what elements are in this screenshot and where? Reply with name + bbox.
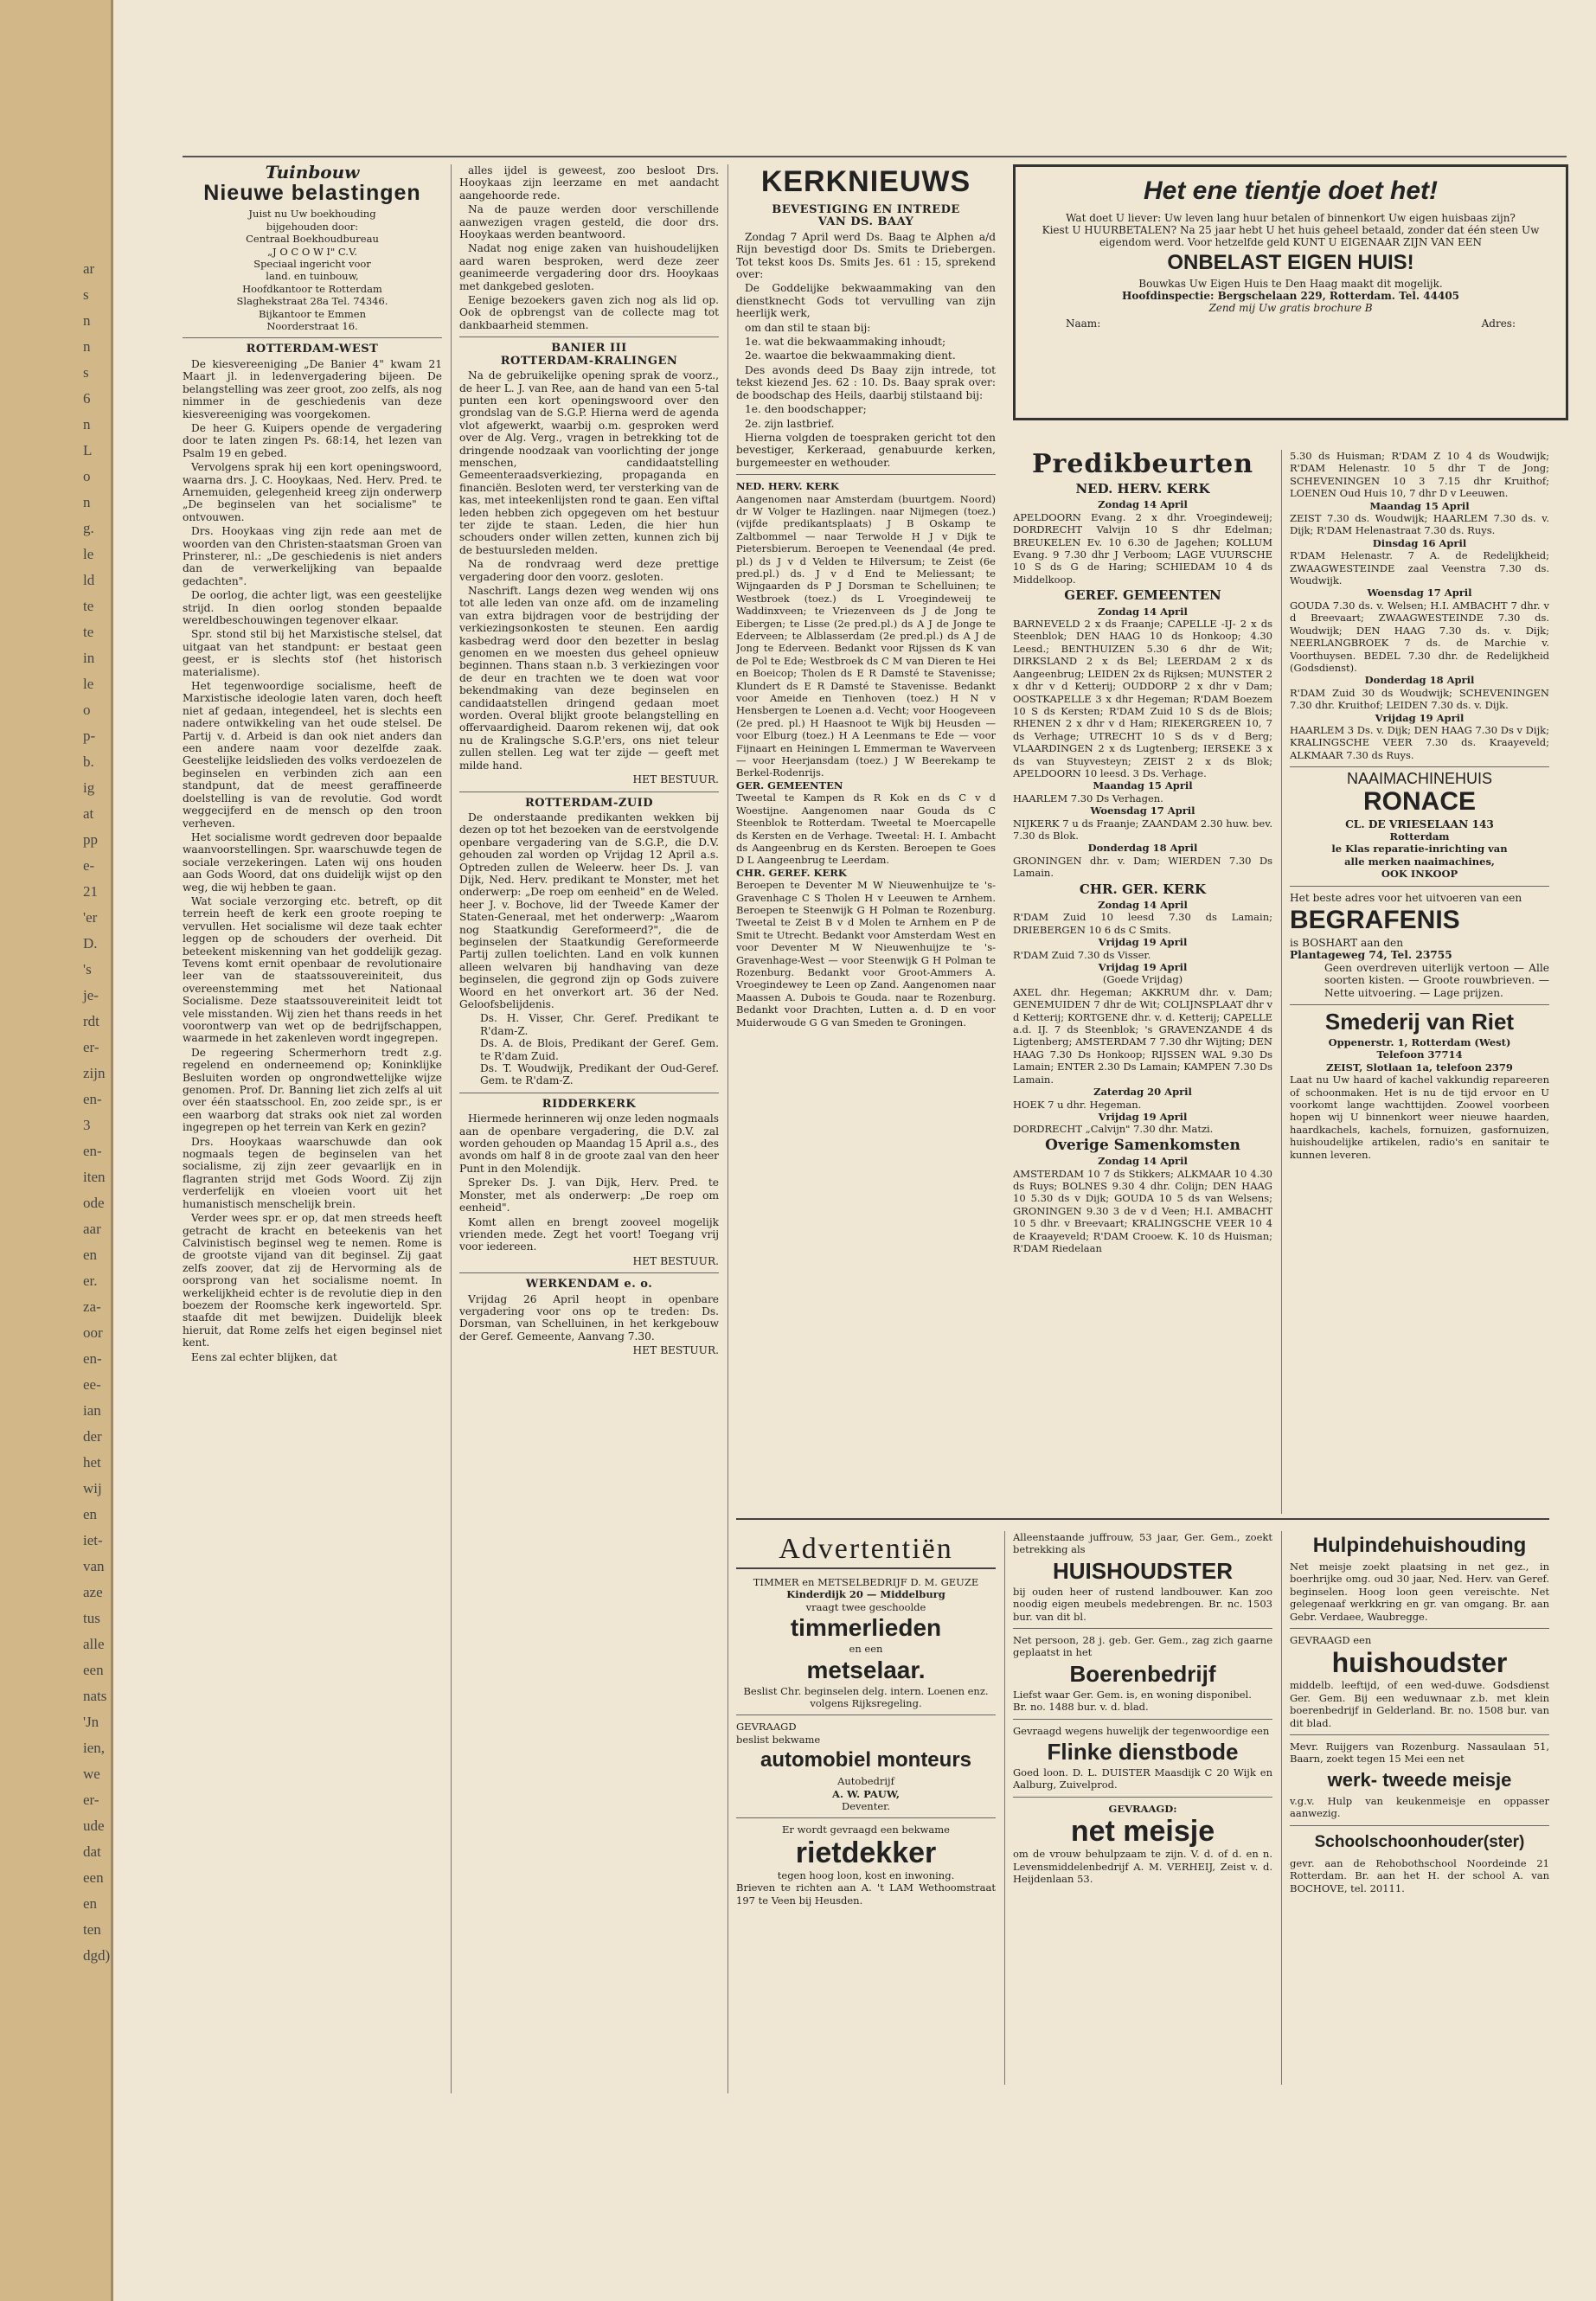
margin-fragment: ten xyxy=(83,1921,101,1938)
margin-fragment: 's xyxy=(83,961,92,977)
divider xyxy=(1013,1719,1272,1720)
ad-line: middelb. leeftijd, of een wed-duwe. Godsdienst Ger. Gem. Bij een weduwnaar z.b. met klein boerenbedrijf in Gelderland. Br. no. 1508 bur. van dit blad. xyxy=(1290,1679,1549,1729)
paragraph: Slaghekstraat 28a Tel. 74346. xyxy=(236,295,388,308)
signature: HET BESTUUR. xyxy=(632,773,719,786)
ad-line: Net persoon, 28 j. geb. Ger. Gem., zag zich gaarne geplaatst in het xyxy=(1013,1634,1272,1659)
ad-line: Wat doet U liever: Uw leven lang huur betalen of binnenkort Uw eigen huisbaas zijn? xyxy=(1066,212,1516,224)
paragraph: Drs. Hooykaas waarschuwde dan ook nogmaals tegen de beginselen van het socialisme, zij zijn zeer gevaarlijk en in flagranten strijd met Gods Woord. Zij zijn verderfelijk en vloeien voort uit het humanistisch menschelijk brein. xyxy=(183,1135,442,1210)
divider xyxy=(1013,1628,1272,1629)
service-list: AXEL dhr. Hegeman; AKKRUM dhr. v. Dam; GENEMUIDEN 7 dhr de Wit; COLIJNSPLAAT dhr v d Ketterij; KORTGENE dhr. v. d. Ketterij; CAPELLE a.d. IJ. 7 ds Steenblok; 's GRAVENZANDE 4 ds Ligtenberg; AMSTERDAM 7 7.30 dhr Wijting; DEN HAAG 7.30 Ds Honkoop; RIJSSEN WAL 9.30 Ds Lamain; ENTER 2.30 Ds Lamain; KAMPEN 7.30 Ds Lamain. xyxy=(1013,985,1272,1086)
article-body xyxy=(459,164,719,331)
adjacent-page-strip xyxy=(0,0,113,2301)
ad-intro: Het beste adres voor het uitvoeren van een xyxy=(1290,891,1522,904)
paragraph: 1e. den boodschapper; xyxy=(745,403,867,416)
ads-column-1 xyxy=(736,1531,996,2085)
signature: HET BESTUUR. xyxy=(632,1344,719,1357)
margin-fragment: tus xyxy=(83,1610,100,1626)
margin-fragment: in xyxy=(83,650,95,666)
margin-fragment: n xyxy=(83,494,91,510)
ad-name: RONACE xyxy=(1362,786,1476,816)
ad-line: Mevr. Ruijgers van Rozenburg. Nassaulaan 51, Baarn, zoekt tegen 15 Mei een net xyxy=(1290,1740,1549,1766)
ad-line: tegen hoog loon, kost en inwoning. xyxy=(777,1868,955,1881)
paragraph: Noorderstraat 16. xyxy=(266,320,358,333)
service-list: 5.30 ds Huisman; R'DAM Z 10 4 ds Woudwijk; R'DAM Helenastr. 10 5 dhr T de Jong; SCHEVENINGEN 10 3 7.15 dhr Kruithof; LOENEN Oud Huis 10, 7 dhr D v Leeuwen. xyxy=(1290,450,1549,500)
paragraph: om dan stil te staan bij: xyxy=(745,321,871,334)
margin-fragment: 6 xyxy=(83,390,91,407)
ad-line: GEVRAAGD een xyxy=(1290,1634,1372,1647)
margin-fragment: n xyxy=(83,312,91,329)
section-heading: ROTTERDAM-ZUID xyxy=(524,796,654,810)
service-list: BARNEVELD 2 x ds Fraanje; CAPELLE -IJ- 2 x ds Steenblok; DEN HAAG 10 ds Honkoop; 4.30 Leesd.; BENTHUIZEN 5.30 6 dhr de Wit; DIRKSLAND 2 x ds Bel; LEERDAM 2 x ds Aangeenbrug; LEIDEN 2x ds Rijksen; MUNSTER 2 x dhr v d Ketterij; OUDDORP 2 x dhr v Dam; OOSTKAPELLE 3 x dhr Hegeman; R'DAM Boezem 10 S ds Kersten; R'DAM Zuid 10 S ds de Blois; RHENEN 2 x dhr v d Ham; RIEKERGREEN 10, 7 ds Verhage; UTRECHT 10 S ds v d Berg; VLAARDINGEN 2 x ds Lugtenberg; IERSEKE 3 x ds van Stuyvesteyn; ZEIST 2 x ds Blok; APELDOORN 10 leesd. 3 Ds. Verhage. xyxy=(1013,618,1272,779)
margin-fragment: n xyxy=(83,416,91,433)
paragraph: Vrijdag 26 April heopt in openbare vergadering voor ons op te treden: Ds. Dorsman, van Schelluinen, in het kerkgebouw der Geref. Gemeente, Aanvang 7.30. xyxy=(459,1292,719,1343)
paragraph: Naschrift. Langs dezen weg wenden wij ons tot alle leden van onze afd. om de inzameling van extra bijdragen voor de bestrijding der verkiezingsonkosten te steunen. Een aardig kasbedrag werd door den bezetter in beslag genomen en we moesten dus geheel opnieuw beginnen. Thans staan n.b. 3 verkiezingen voor de deur en trachten we te doen wat voor bekendmaking van deze beginselen en candidaatstellen dringend gedaan moet worden. Overal blijkt groote belangstelling en offervaardigheid. Daarom rekenen wij, dat ook nu de Kralingsche S.G.P.'ers, ons niet teleur zullen stellen. Leg wat ter zijde — geeft met milde hand. xyxy=(459,585,719,772)
divider xyxy=(1290,886,1549,887)
ad-line: Autobedrijf xyxy=(837,1775,894,1788)
ad-line: le Klas reparatie-inrichting van xyxy=(1331,843,1508,856)
paragraph: Nadat nog enige zaken van huishoudelijken aard waren besproken, werd deze zeer geanimeerde vergadering door drs. Hooykaas met dankgebed gesloten. xyxy=(459,242,719,292)
church-list: Tweetal te Kampen ds R Kok en ds C v d Woestijne. Aangenomen naar Gouda ds C Steenblok te Rotterdam. Tweetal te Moercapelle ds Kersten en de Verhage. Tweetal: H. I. Ambacht ds Aangeenbrug en ds Kersten. Beroepen te Goes D L Aangeenbrug te Leerdam. xyxy=(736,792,996,867)
margin-fragment: en- xyxy=(83,1143,102,1159)
ad-line: Er wordt gevraagd een bekwame xyxy=(782,1823,950,1836)
ad-line: om de vrouw behulpzaam te zijn. V. d. of d. en n. Levensmiddelenbedrijf A. M. VERHEIJ, Zeist v. d. Heijdenlaan 53. xyxy=(1013,1848,1272,1886)
margin-fragment: D. xyxy=(83,935,98,952)
column-kerknieuws xyxy=(736,164,996,1566)
service-list: AMSTERDAM 10 7 ds Stikkers; ALKMAAR 10 4.30 ds Ruys; BOLNES 9.30 4 dhr. Colijn; DEN HAAG 10 5.30 ds v Dijk; GOUDA 10 5 ds van Welsens; GRONINGEN 9.30 3 de v d Veen; H.I. AMBACHT 10 5 dhr. v Breevaart; KRALINGSCHE VEER 10 4 de Kraayeveld; R'DAM Crooew. K. 10 ds Huisman; R'DAM Riedelaan xyxy=(1013,1167,1272,1254)
margin-fragment: le xyxy=(83,546,94,562)
ad-line: Liefst waar Ger. Gem. is, en woning disponibel. xyxy=(1013,1688,1252,1701)
date-heading: Maandag 15 April xyxy=(1093,779,1193,792)
kerknieuws-title: KERKNIEUWS xyxy=(760,165,971,198)
margin-fragment: wij xyxy=(83,1480,102,1497)
ad-line: Zend mij Uw gratis brochure B xyxy=(1208,302,1373,314)
service-list: HAARLEM 7.30 Ds Verhagen. xyxy=(1013,792,1163,804)
service-list: ZEIST 7.30 ds. Woudwijk; HAARLEM 7.30 ds. v. Dijk; R'DAM Helenastraat 7.30 ds. Ruys. xyxy=(1290,512,1549,537)
ad-line: Kinderdijk 20 — Middelburg xyxy=(786,1588,945,1601)
service-list: R'DAM Zuid 7.30 ds Visser. xyxy=(1013,948,1151,961)
divider xyxy=(1013,1797,1272,1798)
ad-address: CL. DE VRIESELAAN 143 xyxy=(1345,817,1494,830)
article-body xyxy=(459,1293,719,1343)
margin-fragment: b. xyxy=(83,753,94,770)
column-rule xyxy=(1281,1531,1282,2085)
section-heading: BANIER III ROTTERDAM-KRALINGEN xyxy=(500,342,678,368)
margin-fragment: nats xyxy=(83,1688,107,1704)
church-heading: GER. GEMEENTEN xyxy=(736,779,843,792)
paragraph: Drs. Hooykaas ving zijn rede aan met de woorden van den Christen-staatsman Groen van Prinsterer, nl.: „De geschiedenis is niet anders dan de verwerkelijking van bepaalde gedachten". xyxy=(183,525,442,587)
ad-line: beslist bekwame xyxy=(736,1733,821,1746)
paragraph: Het tegenwoordige socialisme, heeft de Marxistische ideologie laten varen, doch heeft niet af gedaan, integendeel, het is slechts een nadere ontwikkeling van het oude stelsel. De Partij v. d. Arbeid is dan ook niet anders dan een andere naam voor dezelfde zaak. Geestelijke leidslieden des volks verdoezelen de beginselen en verbinden zich aan een standpunt, dat de meest geraffineerde doelstelling is van de revolutie. God wordt weggecijferd en de mensch op den troon verheven. xyxy=(183,680,442,830)
paragraph: Komt allen en brengt zooveel mogelijk vrienden mede. Zegt het voort! Toegang vrij voor iedereen. xyxy=(459,1215,719,1253)
margin-fragment: ien, xyxy=(83,1740,106,1756)
margin-fragment: iten xyxy=(83,1169,106,1185)
ad-headline: Het ene tientje doet het! xyxy=(1143,176,1439,205)
church-list: Aangenomen naar Amsterdam (buurtgem. Noord) dr W Volger te Hazlingen. naar Nijmegen (toez.) (vijfde predikantsplaats) J B Oskamp te Zaltbommel — naar Terwolde H J v Dijk te Pietersbierum. Beroepen te Veenendaal (4e pred. pl.) ds J v d Velden te Hilversum; te Zeist (6e pred.pl.) ds. J v d End te Meliessant; te Wijngaarden ds P J Dorsman te Schelluinen; te Westbroek (toez.) ds L Vroegindeweij te Waddinxveen; te Vriezenveen ds J de Jong te Eibergen; te Lisse (2e pred.pl.) ds A J de Jonge te Ederveen; te Alblasserdam (2e pred.pl.) ds A J de Jong te Ederveen. Bedankt voor Rijssen ds K van de Pol te Ede; Westbroek ds C M van Dieren te Hei en Boeicop; Tholen ds E R Damsté te Stavenisse; Klundert ds E R Damsté te Stavenisse. Bedankt voor Ameide en Tienhoven (toez.) H N v Hensbergen te Loenen a.d. Vecht; voor Hoogeveen (2e pred. pl.) H Haasnoot te Wijk bij Heusden — voor Elburg (toez.) H A Leenmans te Ede — voor Fijnaart en Heiningen L Emmerman te Waverveen — voor Heerjansdam (toez.) J W Beerekamp te Berkel-Rodenrijs. xyxy=(736,492,996,779)
paragraph: De kiesvereeniging „De Banier 4" kwam 21 Maart jl. in ledenvergadering bijeen. De belangstelling was zeer groot, zoo zelfs, als nog nimmer in de geschiedenis van deze kiesvereeniging was voorgekomen. xyxy=(183,357,442,420)
paragraph: Centraal Boekhoudbureau xyxy=(246,233,379,246)
ad-line: Goed loon. D. L. DUISTER Maasdijk C 20 Wijk en Aalburg, Zuivelprod. xyxy=(1013,1766,1272,1791)
margin-fragment: dgd) xyxy=(83,1947,111,1964)
margin-fragment: we xyxy=(83,1766,100,1782)
column-rule xyxy=(1281,450,1282,1514)
margin-fragment: en xyxy=(83,1247,98,1263)
date-heading: Zondag 14 April xyxy=(1098,1155,1188,1168)
service-list: R'DAM Zuid 10 leesd 7.30 ds Lamain; DRIEBERGEN 10 6 ds C Smits. xyxy=(1013,911,1272,936)
margin-fragment: 21 xyxy=(83,883,98,900)
signers-list xyxy=(459,1012,719,1086)
paragraph: Hiermede herinneren wij onze leden nogmaals aan de openbare vergadering, die D.V. zal worden gehouden op Maandag 15 April a.s., des avonds om half 8 in de groote zaal van den heer Punt in den Molendijk. xyxy=(459,1112,719,1175)
ad-line: is BOSHART aan den xyxy=(1290,937,1404,949)
date-heading: Donderdag 18 April xyxy=(1087,842,1198,855)
church-heading: GEREF. GEMEENTEN xyxy=(1064,587,1221,604)
service-list: GRONINGEN dhr. v. Dam; WIERDEN 7.30 Ds Lamain. xyxy=(1013,854,1272,880)
divider xyxy=(1290,1734,1549,1735)
ad-title: Smederij van Riet xyxy=(1324,1009,1515,1035)
margin-fragment: er- xyxy=(83,1039,99,1055)
paragraph: Bijkantoor te Emmen xyxy=(258,307,367,320)
margin-fragment: za- xyxy=(83,1298,101,1315)
margin-fragment: o xyxy=(83,468,91,484)
ad-line: Br. no. 1488 bur. v. d. blad. xyxy=(1013,1701,1149,1714)
ad-line: Kiest U HUURBETALEN? Na 25 jaar hebt U het huis geheel betaald, zonder dat één steen Uw eigendom werd. Voor hetzelfde geld KUNT U EIGENAAR ZIJN VAN EEN xyxy=(1042,224,1540,248)
date-heading: Zondag 14 April xyxy=(1098,605,1188,618)
church-heading: CHR. GEREF. KERK xyxy=(736,866,847,879)
column-services-ads xyxy=(1290,450,1549,1514)
margin-fragment: ude xyxy=(83,1817,105,1834)
article-body xyxy=(736,231,996,469)
margin-fragment: p- xyxy=(83,727,96,744)
ad-line: TIMMER en METSELBEDRIJF D. M. GEUZE xyxy=(753,1576,979,1588)
newspaper-page xyxy=(113,0,1596,2301)
margin-fragment: iet- xyxy=(83,1532,103,1548)
ad-line: OOK INKOOP xyxy=(1381,868,1458,881)
paragraph: Eens zal echter blijken, dat xyxy=(191,1350,337,1363)
ad-big-text: net meisje xyxy=(1070,1815,1215,1849)
ad-city: Rotterdam xyxy=(1389,830,1450,843)
service-list: HOEK 7 u dhr. Hegeman. xyxy=(1013,1098,1142,1111)
margin-fragment: ee- xyxy=(83,1376,101,1393)
ad-line: Net meisje zoekt plaatsing in net gez., in boerhrijke omg. oud 30 jaar, Ned. Herv. van Geref. beginselen. Hoog loon geen vereischte. Net gelegenaaf werkkring en gr. van omgang. Br. aan Gebr. Verdaee, Waubregge. xyxy=(1290,1561,1549,1623)
divider xyxy=(1290,1004,1549,1005)
ad-line: Alleenstaande juffrouw, 53 jaar, Ger. Gem., zoekt betrekking als xyxy=(1013,1531,1272,1556)
divider xyxy=(1290,766,1549,767)
paragraph: Na de pauze werden door verschillende aanwezigen vragen gesteld, die door drs. Hooykaas werden beantwoord. xyxy=(459,203,719,241)
ad-line: Plantageweg 74, Tel. 23755 xyxy=(1290,949,1452,962)
section-heading: ROTTERDAM-WEST xyxy=(246,343,379,356)
ad-big-text: HUISHOUDSTER xyxy=(1052,1557,1233,1584)
margin-fragment: rdt xyxy=(83,1013,99,1029)
margin-fragment: er. xyxy=(83,1272,98,1289)
column-articles xyxy=(459,164,719,2085)
margin-fragment: alle xyxy=(83,1636,105,1652)
margin-fragment: ar xyxy=(83,260,95,277)
paragraph: Vervolgens sprak hij een kort openingswoord, waarna drs. J. C. Hooykaas, Ned. Herv. Pred. te Arnemuiden, gelegenheid kreeg zijn onderwerp „De beginselen van het socialisme" te ontvouwen. xyxy=(183,461,442,523)
name-field-label: Naam: xyxy=(1066,317,1101,330)
paragraph: De onderstaande predikanten wekken bij dezen op tot het bezoeken van de eerstvolgende openbare vergadering van de S.G.P., die D.V. gehouden zal worden op Vrijdag 12 April a.s. Optreden zullen de Weleerw. heer Ds. J. van Dijk, Ned. Herv. predikant te Monster, met het onderwerp: „De roep om eenheid" en de Weled. heer J. v. Bochove, lid der Tweede Kamer der Staten-Generaal, met het onderwerp: „Waarom nog Staatkundig Gereformeerd?", die de beginselen der Staatkundig Gereformeerde Partij zullen toelichten. Land en volk kunnen alleen welvaren bij handhaving van deze beginselen, die gegrond zijn op Gods zuivere Woord en het onverkort art. 36 der Ned. Geloofsbelijdenis. xyxy=(459,811,719,1010)
section-heading: RIDDERKERK xyxy=(542,1097,637,1111)
paragraph: Ds. H. Visser, Chr. Geref. Predikant te R'dam-Z. xyxy=(480,1012,719,1037)
ad-big-text: Schoolschoonhouder(ster) xyxy=(1314,1832,1525,1851)
church-heading: Overige Samenkomsten xyxy=(1045,1136,1240,1154)
intro-block xyxy=(183,208,442,332)
date-heading: Zaterdag 20 April xyxy=(1093,1086,1192,1099)
ad-big-text: werk- tweede meisje xyxy=(1327,1768,1512,1791)
ad-line: Deventer. xyxy=(841,1800,891,1813)
paragraph: bijgehouden door: xyxy=(266,220,359,233)
eigen-huis-ad xyxy=(1013,164,1568,420)
ad-big-text: metselaar. xyxy=(806,1656,926,1683)
ad-line: A. W. PAUW, xyxy=(832,1787,900,1800)
column-rule xyxy=(451,164,452,2093)
date-subheading: (Goede Vrijdag) xyxy=(1102,973,1183,986)
section-kicker: Tuinbouw xyxy=(265,164,360,183)
margin-fragment: en- xyxy=(83,1091,102,1107)
ad-title: NAAIMACHINEHUIS xyxy=(1346,770,1493,788)
column-predikbeurten xyxy=(1013,450,1272,1514)
ad-big-text: automobiel monteurs xyxy=(760,1748,972,1772)
divider xyxy=(459,336,719,337)
ad-body: Laat nu Uw haard of kachel vakkundig repareeren of schoonmaken. Het is nu de tijd ervoor en U voorkomt lange wachttijden. Zoowel voorbeen hopen wij U binnenkort weer nieuwe haarden, haardkachels, kachels, fornuizen, gasfornuizen, huishoudelijke artikelen, radio's en sanitair te kunnen leveren. xyxy=(1290,1074,1549,1161)
ads-top-rule xyxy=(736,1518,1549,1520)
date-heading: Maandag 15 April xyxy=(1369,499,1470,512)
divider xyxy=(459,1272,719,1273)
paragraph: De regeering Schermerhorn tredt z.g. regelend en onderneemend op; Koninklijke Besluiten worden op ongrondwettelijke wijze genomen. Prof. Dr. Banning liet zich zelfs al uit over één staatsschool. En, zoo zeide spr., is er een waarborg dat straks ook niet zal worden ingegrepen op het terrein van Kerk en gezin? xyxy=(183,1046,442,1134)
date-heading: Zondag 14 April xyxy=(1098,899,1188,911)
date-heading: Vrijdag 19 April xyxy=(1375,711,1465,724)
church-list: Beroepen te Deventer M W Nieuwenhuijze te 's-Gravenhage C S Tholen H v Leeuwen te Arnhem. Beroepen te Steenwijk G H Polman te Rozenburg. Tweetal te Zeist B v d Molen te Arnhem en P de Smit te Utrecht. Bedankt voor Amsterdam West en voor Deventer M W Nieuwenhuijze te 's-Gravenhage-West — voor Steenwijk G H Polman te Rozenburg. Bedankt voor Groot-Ammers A. Vroegindewey te Leen op Zand. Aangenomen naar Maassen A. Dubois te Gouda. naar te Rozenburg. Bedankt voor Drachten, Lutten a. d. D en voor Muiderwoude G G van Smeden te Groningen. xyxy=(736,879,996,1029)
margin-fragment: 'er xyxy=(83,909,98,926)
divider xyxy=(736,474,996,475)
divider xyxy=(1290,1628,1549,1629)
section-heading: WERKENDAM e. o. xyxy=(525,1278,653,1292)
paragraph: Verder wees spr. er op, dat men streeds heeft getracht de kracht en beteekenis van het Calvinistisch beginsel weg te nemen. Rome is de grootste vijand van dit beginsel. Zij gaat zelfs zoover, dat zij de Hervorming als de oorsprong van het socialisme noemt. In werkelijkheid echter is de revolutie diep in den boezem der Roomsche kerk ingeworteld. Spr. staafde dit met bewijzen. Duidelijk bleek hieruit, dat Rome zelfs het eigen beginsel niet kent. xyxy=(183,1212,442,1349)
paragraph: Juist nu Uw boekhouding xyxy=(248,208,376,221)
ads-header: Advertentiën xyxy=(736,1531,996,1569)
margin-fragment: ld xyxy=(83,572,95,588)
predikbeurten-title: Predikbeurten xyxy=(1031,450,1254,479)
margin-fragment: le xyxy=(83,676,94,692)
column-tuinbouw xyxy=(183,164,442,2085)
date-heading: Woensdag 17 April xyxy=(1367,586,1472,599)
margin-fragment: te xyxy=(83,624,94,640)
ads-column-2 xyxy=(1013,1531,1272,2085)
margin-fragment: der xyxy=(83,1428,102,1445)
ad-big-text: huishoudster xyxy=(1331,1647,1508,1679)
date-heading: Vrijdag 19 April xyxy=(1098,936,1188,949)
church-heading: CHR. GER. KERK xyxy=(1079,881,1207,897)
paragraph: Wat sociale verzorging etc. betreft, op dit terrein heeft de kerk een groote roeping te vervullen. Het socialisme wil deze taak echter leggen op de schouders der overheid. Dit beteekent miskenning van het goddelijk gezag. Tevens komt ernit openbaar de revolutionaire leer van de staatssouvereiniteit, dus overeenstemming met het Nationaal Socialisme. Deze staatssouvereiniteit leidt tot vele misstanden. Wij zien het thans reeds in het voorontwerp van wet op de bedrijfschappen, waarmede in het zakenleven wordt ingegrepen. xyxy=(183,894,442,1045)
signature: HET BESTUUR. xyxy=(632,1254,719,1267)
margin-fragment: aze xyxy=(83,1584,103,1600)
smederij-ad xyxy=(1290,1010,1549,1161)
paragraph: De heer G. Kuipers opende de vergadering door te laten zingen Ps. 68:14, het lezen van Psalm 19 en gebed. xyxy=(183,421,442,459)
paragraph: 1e. wat die bekwaammaking inhoudt; xyxy=(745,336,946,349)
paragraph: Na de gebruikelijke opening sprak de voorz., de heer L. J. van Ree, aan de hand van een 5-tal punten een kort openingswoord over den grondslag van de S.G.P. Hierna werd de agenda vlot afgewerkt, waarbij o.m. gesproken werd over de Alg. Verg., vragen in betrekking tot de dringende noodzaak van voorlichting der jonge menschen, candidaatstelling Gemeenteraadsverkiezing, propaganda en financiën. Besloten werd, ter versterking van de kas, met inteekenlijsten rond te gaan. Een viftal leden hebben zich opgegeven om het bestuur ter zijde te staan. Leden, die hier hun schouders onder willen zetten, kunnen zich bij de bestuursleden melden. xyxy=(459,369,719,556)
margin-fragment: dat xyxy=(83,1843,101,1860)
paragraph: alles ijdel is geweest, zoo besloot Drs. Hooykaas zijn leerzame en met aandacht aangehoorde rede. xyxy=(459,164,719,202)
ad-title: BEGRAFENIS xyxy=(1290,906,1460,934)
paragraph: Spreker Ds. J. van Dijk, Herv. Pred. te Monster, met als onderwerp: „De roep om eenheid". xyxy=(459,1176,719,1215)
ads-column-3 xyxy=(1290,1531,1549,2085)
article-body xyxy=(183,358,442,1363)
paragraph: land. en tuinbouw, xyxy=(266,270,359,283)
ad-big-text: Flinke dienstbode xyxy=(1047,1739,1239,1766)
paragraph: 2e. waartoe die bekwaammaking dient. xyxy=(745,349,956,362)
ad-line: gevr. aan de Rehobothschool Noordeinde 21 Rotterdam. Br. aan het H. der school A. van BOCHOVE, tel. 20111. xyxy=(1290,1856,1549,1894)
divider xyxy=(736,1817,996,1818)
paragraph: 2e. zijn lastbrief. xyxy=(745,417,835,430)
ad-big-text: Hulpindehuishouding xyxy=(1312,1534,1527,1557)
margin-fragment: er- xyxy=(83,1791,99,1808)
ad-line: Bouwkas Uw Eigen Huis te Den Haag maakt dit mogelijk. xyxy=(1138,278,1443,290)
margin-fragment: en- xyxy=(83,1350,102,1367)
ad-line: Gevraagd wegens huwelijk der tegenwoordige een xyxy=(1013,1724,1270,1737)
margin-fragment: van xyxy=(83,1558,105,1574)
ad-line: v.g.v. Hulp van keukenmeisje en oppasser aanwezig. xyxy=(1290,1794,1549,1820)
section-heading: BEVESTIGING EN INTREDE VAN DS. BAAY xyxy=(772,203,960,229)
ad-line: Geen overdreven uiterlijk vertoon — Alle soorten kisten. — Groote rouwbrieven. — Nette uitvoering. — Lage prijzen. xyxy=(1324,961,1549,999)
paragraph: Eenige bezoekers gaven zich nog als lid op. Ook de opbrengst van de collecte mag tot dankbaarheid stemmen. xyxy=(459,294,719,331)
paragraph: „J O C O W I" C.V. xyxy=(267,245,357,258)
paragraph: Ds. A. de Blois, Predikant der Geref. Gem. te R'dam Zuid. xyxy=(480,1037,719,1062)
service-list: R'DAM Helenastr. 7 A. de Redelijkheid; ZWAAGWESTEINDE zaal Veenstra 7.30 ds. Woudwijk. xyxy=(1290,549,1549,587)
paragraph: Des avonds deed Ds Baay zijn intrede, tot tekst kiezend Jes. 62 : 10. Ds. Baay sprak over: de boodschap des Heils, daarbij stilstaand bij: xyxy=(736,363,996,401)
margin-fragment: g. xyxy=(83,520,94,536)
margin-fragment: o xyxy=(83,702,91,718)
margin-fragment: en xyxy=(83,1895,98,1912)
service-list: NIJKERK 7 u ds Fraanje; ZAANDAM 2.30 huw. bev. 7.30 ds Blok. xyxy=(1013,817,1272,842)
ad-line: en een xyxy=(849,1643,883,1656)
margin-fragment: e- xyxy=(83,857,95,874)
margin-fragment: pp xyxy=(83,831,98,848)
ad-big-text: timmerlieden xyxy=(790,1614,942,1642)
ad-subheadline: ONBELAST EIGEN HUIS! xyxy=(1167,251,1414,274)
ad-line: Brieven te richten aan A. 't LAM Wethoomstraat 197 te Veen bij Heusden. xyxy=(736,1881,996,1907)
margin-fragment: ode xyxy=(83,1195,105,1211)
margin-fragment: oor xyxy=(83,1324,103,1341)
divider xyxy=(183,337,442,338)
church-heading: NED. HERV. KERK xyxy=(1075,481,1210,497)
top-rule xyxy=(183,156,1567,157)
column-rule xyxy=(727,164,728,2093)
service-list: HAARLEM 3 Ds. v. Dijk; DEN HAAG 7.30 Ds v Dijk; KRALINGSCHE VEER 7.30 ds. Kraayeveld; ALKMAAR 7.30 ds Ruys. xyxy=(1290,723,1549,761)
ad-line: Telefoon 37714 xyxy=(1376,1048,1463,1061)
margin-fragment: ig xyxy=(83,779,95,796)
paragraph: Na de rondvraag werd deze prettige vergadering door den voorz. gesloten. xyxy=(459,558,719,583)
ad-line: alle merken naaimachines, xyxy=(1344,855,1495,868)
service-list: GOUDA 7.30 ds. v. Welsen; H.I. AMBACHT 7 dhr. v d Breevaart; ZWAAGWESTEINDE 7.30 ds. Woudwijk; DEN HAAG 7.30 ds. v. Dijk; NEERLANGBROEK 7 ds. de Marchie v. Voorthuysen. BEDEL 7.30 dhr. de Redelijkheid (Godsdienst). xyxy=(1290,599,1549,674)
margin-fragment: s xyxy=(83,286,89,303)
article-body xyxy=(459,1112,719,1253)
service-list: APELDOORN Evang. 2 x dhr. Vroegindeweij; DORDRECHT Valvijn 10 S dhr Edelman; BREUKELEN Ev. 10 6.30 de Jagehen; KOLLUM Evang. 9 7.30 dhr J Verboom; LAGE VUURSCHE 10 S ds G de Haring; SCHIEDAM 10 4 ds Middelkoop. xyxy=(1013,510,1272,586)
church-heading: NED. HERV. KERK xyxy=(736,480,839,493)
column-rule xyxy=(1004,1531,1005,2085)
margin-fragment: en xyxy=(83,1506,98,1522)
service-list: R'DAM Zuid 30 ds Woudwijk; SCHEVENINGEN 7.30 dhr. Kruithof; LEIDEN 7.30 ds. v. Dijk. xyxy=(1290,686,1549,712)
paragraph: Speciaal ingericht voor xyxy=(253,258,371,271)
article-body xyxy=(459,369,719,772)
date-heading: Zondag 14 April xyxy=(1098,498,1188,511)
margin-fragment: 'Jn xyxy=(83,1714,99,1730)
ad-line: Hoofdinspectie: Bergschelaan 229, Rotterdam. Tel. 44405 xyxy=(1121,290,1460,302)
address-field-label: Adres: xyxy=(1481,317,1516,330)
article-body xyxy=(459,811,719,1011)
margin-fragment: te xyxy=(83,598,94,614)
service-list: DORDRECHT „Calvijn" 7.30 dhr. Matzi. xyxy=(1013,1123,1214,1136)
ad-big-text: Boerenbedrijf xyxy=(1069,1660,1216,1687)
margin-fragment: het xyxy=(83,1454,101,1471)
ad-big-text: rietdekker xyxy=(795,1836,937,1869)
ad-line: Oppenerstr. 1, Rotterdam (West) xyxy=(1328,1036,1511,1049)
margin-fragment: een xyxy=(83,1869,104,1886)
margin-fragment: zijn xyxy=(83,1065,106,1081)
paragraph: Hoofdkantoor te Rotterdam xyxy=(242,282,382,295)
ad-line: ZEIST, Slotlaan 1a, telefoon 2379 xyxy=(1326,1061,1513,1074)
paragraph: Ds. T. Woudwijk, Predikant der Oud-Geref. Gem. te R'dam-Z. xyxy=(480,1062,719,1087)
date-heading: Woensdag 17 April xyxy=(1090,804,1195,817)
margin-fragment: s xyxy=(83,364,89,381)
ad-line: bij ouden heer of rustend landbouwer. Kan zoo noodig eigen meubels medebrengen. Br. nc. 1503 bur. van dit bl. xyxy=(1013,1585,1272,1623)
ad-line: Beslist Chr. beginselen delg. intern. Loenen enz. volgens Rijksregeling. xyxy=(743,1684,989,1710)
begrafenis-ad xyxy=(1290,892,1549,999)
date-heading: Vrijdag 19 April xyxy=(1098,1110,1188,1123)
margin-fragment: at xyxy=(83,805,94,822)
paragraph: De Goddelijke bekwaammaking van den dienstknecht Gods tot vervulling van zijn heerlijk werk, xyxy=(736,282,996,320)
date-heading: Dinsdag 16 April xyxy=(1372,536,1467,549)
paragraph: Hierna volgden de toespraken gericht tot den bevestiger, Kerkeraad, genabuurde kerken, burgemeester en wethouder. xyxy=(736,431,996,469)
date-heading: Donderdag 18 April xyxy=(1364,674,1475,687)
paragraph: Zondag 7 April werd Ds. Baag te Alphen a/d Rijn bevestigd door Ds. Smits te Driebergen. Tot tekst koos Ds. Smits Jes. 61 : 15, sprekend over: xyxy=(736,230,996,281)
ad-line: vraagt twee geschoolde xyxy=(805,1600,926,1613)
ad-line: GEVRAAGD xyxy=(736,1721,797,1734)
paragraph: De oorlog, die achter ligt, was een geestelijke strijd. In dien oorlog stonden bepaalde wereldbeschouwingen tegenover elkaar. xyxy=(183,589,442,626)
ad-line: GEVRAAGD: xyxy=(1108,1802,1177,1815)
margin-fragment: ian xyxy=(83,1402,101,1419)
article-title: Nieuwe belastingen xyxy=(203,181,421,206)
margin-fragment: L xyxy=(83,442,93,458)
paragraph: Spr. stond stil bij het Marxistische stelsel, dat uitgaat van het standpunt: er bestaat geen geest, er is slechts stof (het historisch materialisme). xyxy=(183,628,442,678)
margin-fragment: je- xyxy=(83,987,99,1003)
margin-fragment: n xyxy=(83,338,91,355)
date-heading: Vrijdag 19 April xyxy=(1098,961,1188,974)
margin-fragment: een xyxy=(83,1662,104,1678)
margin-fragment: aar xyxy=(83,1221,101,1237)
margin-fragment: 3 xyxy=(83,1117,91,1133)
paragraph: Het socialisme wordt gedreven door bepaalde waanvoorstellingen. Spr. waarschuwde tegen de sociale verzekeringen. Laten wij ons houden aan Gods Woord, dat ons duidelijk wijst op den weg, die wij hebben te gaan. xyxy=(183,830,442,894)
divider xyxy=(1290,1825,1549,1826)
naaimachine-ad xyxy=(1290,772,1549,880)
